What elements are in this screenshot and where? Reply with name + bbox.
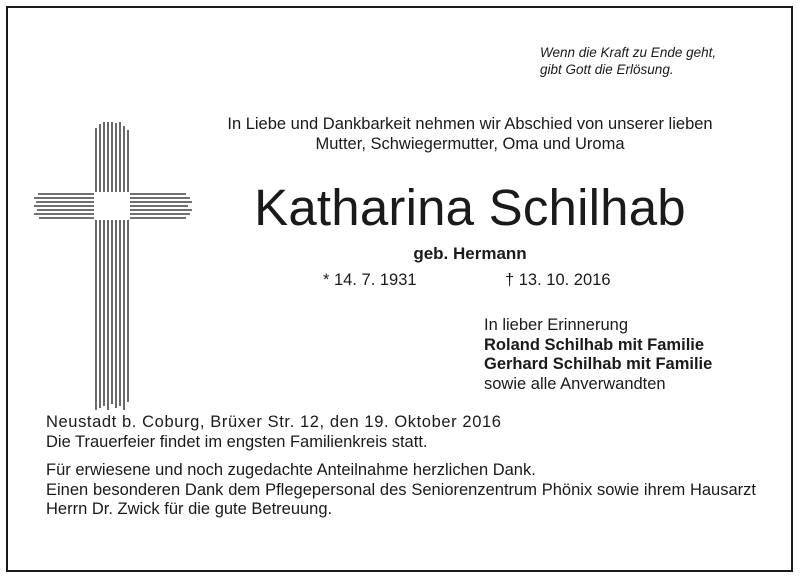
family-member: Roland Schilhab mit Familie xyxy=(484,335,705,354)
family-intro: In lieber Erinnerung xyxy=(484,316,629,334)
motto-line-2: gibt Gott die Erlösung. xyxy=(540,62,674,77)
footer-notes xyxy=(46,413,756,520)
intro-line-1: In Liebe und Dankbarkeit nehmen wir Abschied von unserer lieben xyxy=(227,115,713,133)
line-cross-icon xyxy=(34,122,194,412)
special-thanks-note: Einen besonderen Dank dem Pflegepersonal des Seniorenzentrum Phönix sowie ihrem Hausarzt Herrn Dr. Zwick für die gute Betreuung. xyxy=(46,480,756,518)
place-date: Neustadt b. Coburg, Brüxer Str. 12, den 19. Oktober 2016 xyxy=(46,413,502,431)
family-signature xyxy=(484,316,712,394)
family-member: Gerhard Schilhab mit Familie xyxy=(484,355,713,373)
intro-line-2: Mutter, Schwiegermutter, Oma und Uroma xyxy=(315,135,625,153)
thanks-note: Für erwiesene und noch zugedachte Anteilnahme herzlichen Dank. xyxy=(46,461,536,479)
family-others: sowie alle Anverwandten xyxy=(484,374,666,393)
intro-text xyxy=(170,114,770,154)
maiden-name: geb. Hermann xyxy=(413,244,527,263)
birth-date: * 14. 7. 1931 xyxy=(323,271,417,289)
motto-line-1: Wenn die Kraft zu Ende geht, xyxy=(540,45,717,60)
motto xyxy=(540,44,716,78)
deceased-name: Katharina Schilhab xyxy=(254,179,686,236)
death-date: † 13. 10. 2016 xyxy=(505,271,611,289)
funeral-note: Die Trauerfeier findet im engsten Familienkreis statt. xyxy=(46,432,428,451)
